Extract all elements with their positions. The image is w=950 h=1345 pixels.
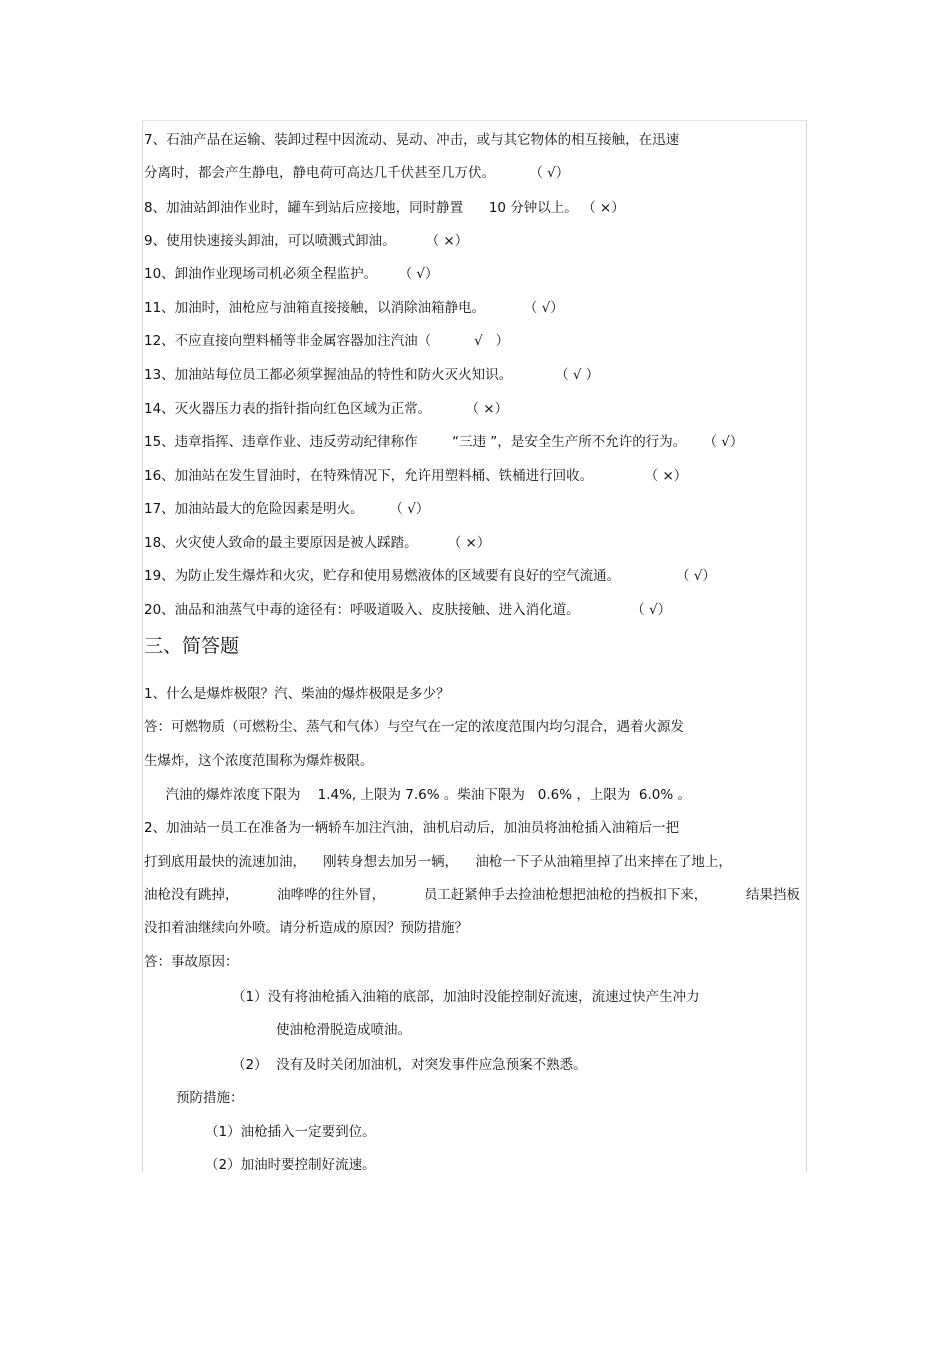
judgment-item-7-line2: 分离时，都会产生静电，静电荷可高达几千伏甚至几万伏。 （ √） [144, 165, 570, 181]
answer-1-line3: 汽油的爆炸浓度下限为 1.4%, 上限为 7.6% 。柴油下限为 0.6% ，上限为 6.0% 。 [144, 787, 692, 803]
prevention-2: （2）加油时要控制好流速。 [205, 1157, 376, 1173]
question-2-line3-part3: 员工赶紧伸手去捡油枪想把油枪的挡板扣下来， [423, 887, 708, 903]
judgment-item-12: 12、不应直接向塑料桶等非金属容器加注汽油（ √ ） [144, 333, 510, 349]
cause-1-line1: （1）没有将油枪插入油箱的底部，加油时没能控制好流速，流速过快产生冲力 [232, 989, 700, 1005]
question-2-line1: 2、加油站一员工在准备为一辆轿车加注汽油，油机启动后，加油员将油枪插入油箱后一把 [144, 820, 680, 836]
judgment-item-16: 16、加油站在发生冒油时，在特殊情况下，允许用塑料桶、铁桶进行回收。 （ ×） [144, 468, 688, 484]
cause-label: 答：事故原因： [144, 954, 239, 970]
cause-1-line2: 使油枪滑脱造成喷油。 [276, 1022, 411, 1038]
judgment-item-7-line1: 7、石油产品在运输、装卸过程中因流动、晃动、冲击，或与其它物体的相互接触，在迅速 [144, 132, 680, 148]
judgment-item-13: 13、加油站每位员工都必须掌握油品的特性和防火灭火知识。 （ √ ） [144, 367, 600, 383]
page-frame-left [142, 120, 143, 1172]
question-2-line4: 没扣着油继续向外喷。请分析造成的原因？预防措施？ [144, 920, 468, 936]
section-heading: 三、简答题 [144, 635, 240, 657]
cause-2: （2） 没有及时关闭加油机，对突发事件应急预案不熟悉。 [232, 1057, 587, 1073]
prevention-1: （1）油枪插入一定要到位。 [205, 1124, 376, 1140]
judgment-item-8: 8、加油站卸油作业时，罐车到站后应接地，同时静置 10 分钟以上。 （ ×） [144, 200, 625, 216]
question-2-line2: 打到底用最快的流速加油， 刚转身想去加另一辆， 油枪一下子从油箱里掉了出来摔在了地上， [144, 854, 732, 870]
prevention-label: 预防措施： [176, 1090, 244, 1106]
judgment-item-10: 10、卸油作业现场司机必须全程监护。 （ √） [144, 266, 439, 282]
answer-1-line2: 生爆炸，这个浓度范围称为爆炸极限。 [144, 753, 374, 769]
question-1: 1、什么是爆炸极限？汽、柴油的爆炸极限是多少？ [144, 686, 450, 702]
judgment-item-17: 17、加油站最大的危险因素是明火。 （ √） [144, 501, 430, 517]
question-2-line3-part1: 油枪没有跳掉， [144, 887, 239, 903]
judgment-item-9: 9、使用快速接头卸油，可以喷溅式卸油。 （ ×） [144, 233, 469, 249]
judgment-item-11: 11、加油时，油枪应与油箱直接接触，以消除油箱静电。 （ √） [144, 300, 564, 316]
question-2-line3-part2: 油哗哗的往外冒， [277, 887, 386, 903]
page-frame-right [806, 120, 807, 1172]
judgment-item-15: 15、违章指挥、违章作业、违反劳动纪律称作 “三违 ”，是安全生产所不允许的行为。 （ √） [144, 434, 744, 450]
question-2-line3 [144, 886, 800, 904]
question-2-line3-part4: 结果挡板 [745, 887, 800, 903]
judgment-item-18: 18、火灾使人致命的最主要原因是被人踩踏。 （ ×） [144, 535, 491, 551]
page-frame-top [142, 120, 807, 121]
judgment-item-20: 20、油品和油蒸气中毒的途径有：呼吸道吸入、皮肤接触、进入消化道。 （ √） [144, 602, 672, 618]
answer-1-line1: 答：可燃物质（可燃粉尘、蒸气和气体）与空气在一定的浓度范围内均匀混合，遇着火源发 [144, 719, 684, 735]
judgment-item-14: 14、灭火器压力表的指针指向红色区域为正常。 （ ×） [144, 401, 509, 417]
judgment-item-19: 19、为防止发生爆炸和火灾，贮存和使用易燃液体的区域要有良好的空气流通。 （ √） [144, 568, 716, 584]
